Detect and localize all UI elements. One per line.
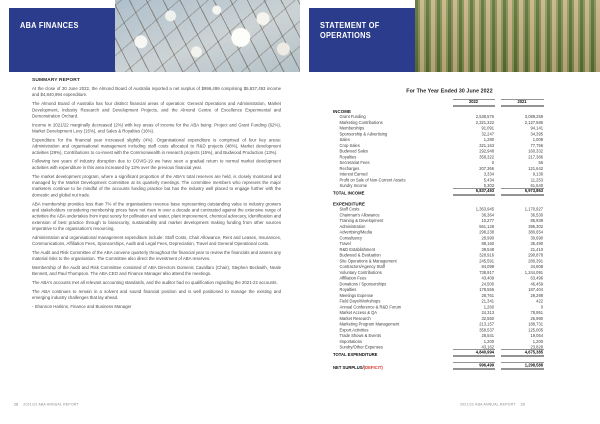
expenditure-row-label: Annual Conference & R&D Forum — [339, 304, 402, 310]
right-footer-report-title: 2021/22 ABA ANNUAL REPORT — [460, 403, 516, 407]
income-row-value-2021: 11,253 — [530, 177, 543, 183]
expenditure-row — [333, 206, 544, 212]
income-row — [333, 137, 544, 143]
expenditure-row-value-2022: 328,916 — [479, 253, 494, 258]
right-page-title — [320, 21, 407, 41]
expenditure-row-value-2022: 561,128 — [479, 224, 494, 229]
expenditure-row-value-2022: 88,160 — [481, 241, 494, 246]
expenditure-row — [333, 241, 544, 247]
expenditure-row-label: Site Operations & Management — [339, 258, 397, 264]
expenditure-row-value-2021: 46,459 — [530, 281, 543, 287]
income-row — [333, 154, 544, 160]
expenditure-row — [333, 258, 544, 264]
expenditure-row-value-2021: 78,951 — [530, 310, 543, 315]
income-row-value-2021: 94,141 — [530, 126, 543, 131]
income-row — [333, 131, 544, 137]
expenditure-row-value-2021: 1,200 — [532, 339, 543, 344]
income-row-label: Marketing Contributions — [339, 120, 383, 125]
expenditure-row-label: Marketing Program Management — [339, 322, 400, 327]
expenditure-row-value-2022: 738,917 — [479, 270, 494, 275]
income-row — [333, 171, 544, 177]
expenditure-row-label: Travel — [339, 241, 351, 246]
income-row-value-2021: 1,009 — [532, 137, 543, 142]
expenditure-row-value-2021: 1,244,091 — [524, 270, 543, 275]
income-row-value-2021: 3,089,259 — [524, 114, 543, 119]
table-column-headers — [333, 99, 544, 107]
expenditure-row-value-2022: 24,313 — [481, 310, 494, 315]
expenditure-row-label: Market Research — [339, 316, 371, 321]
expenditure-row-value-2021: 85,939 — [530, 218, 543, 223]
expenditure-row-value-2021: 35,490 — [530, 241, 543, 246]
expenditure-row — [333, 321, 544, 327]
summary-paragraph: At the close of 30 June 2022, the Almond Board of Australia reported a net surplus of $996,499 comprising $5,837,493 income and $4,840,994 expenditure. — [32, 86, 281, 98]
total-income-row-value-2022: 5,837,493 — [453, 188, 495, 196]
expenditure-row — [333, 327, 544, 333]
summary-paragraph: The ABA's accounts met all relevant accounting standards, and the auditor had no qualification regarding the 2021-22 accounts. — [32, 280, 278, 286]
income-row-label: Crop Sales — [339, 143, 360, 148]
income-row-label: Sponsorship & Advertising — [339, 131, 388, 137]
expenditure-row — [333, 316, 544, 322]
income-row-value-2021: 61,640 — [530, 183, 543, 188]
expenditure-row-label: Administration — [339, 224, 366, 229]
left-footer-report-title: 2021/22 ABA ANNUAL REPORT — [23, 403, 79, 407]
income-row-value-2021: 9,136 — [532, 172, 543, 177]
income-row-value-2022: 3,334 — [483, 172, 494, 177]
expenditure-row — [333, 218, 544, 224]
income-row-value-2022: 5,303 — [483, 183, 494, 188]
expenditure-row — [333, 298, 544, 304]
expenditure-row-value-2021: 422 — [536, 299, 543, 304]
orchard-aerial-photo — [415, 0, 600, 72]
income-row-value-2022: 2,538,576 — [475, 114, 494, 119]
column-header-2021: 2021 — [501, 99, 544, 107]
expenditure-row — [333, 252, 544, 258]
income-row — [333, 114, 544, 120]
income-row-value-2022: 207,366 — [479, 166, 494, 171]
expenditure-row-value-2021: 1,170,927 — [524, 207, 543, 212]
left-page-title: ABA FINANCES — [20, 21, 79, 30]
income-row — [333, 148, 544, 154]
income-row-value-2021: 77,756 — [530, 143, 543, 148]
right-header-band — [309, 8, 415, 72]
income-row-value-2021: 160,332 — [528, 149, 543, 154]
right-page-footer — [460, 403, 590, 413]
left-header-band — [9, 8, 115, 72]
summary-paragraph: The Audit and Risk Committee of the ABA convene quarterly throughout the financial year to review the financials and assess any material risks to the organisation. The Committee also direct the investment of ABA reserves. — [32, 249, 281, 262]
expenditure-row — [333, 235, 544, 241]
expenditure-row-label: Field Days/Workshops — [339, 299, 381, 304]
expenditure-row-label: Chairman's Allowance — [339, 212, 380, 218]
expenditure-row-value-2021: 19,054 — [530, 333, 543, 338]
expenditure-row — [333, 304, 544, 310]
income-row-label: Profit on Sale of Non-Current Assets — [339, 177, 406, 183]
income-row-label: Grant Funding — [339, 114, 366, 119]
expenditure-row-label: Royalties — [339, 287, 357, 292]
total-income-row-value-2021: 5,973,863 — [501, 188, 544, 196]
income-row-value-2022: 292,948 — [479, 149, 494, 154]
income-row-label: Sales — [339, 137, 350, 142]
expenditure-row — [333, 247, 544, 253]
expenditure-row — [333, 229, 544, 235]
expenditure-row — [333, 293, 544, 299]
expenditure-row-value-2022: 28,761 — [481, 293, 494, 298]
summary-report-section — [32, 77, 282, 312]
expenditure-row — [333, 281, 544, 287]
expenditure-row-value-2022: 36,364 — [481, 212, 494, 218]
expenditure-row-value-2021: 280,391 — [528, 258, 543, 264]
net-surplus-value-2021: 1,298,588 — [501, 363, 544, 371]
expenditure-row-value-2022: 1,260 — [483, 304, 494, 310]
summary-paragraph: The market development program, where a significant proportion of the ABA's total reserves are held, is closely monitored and managed by the Market Development Committee at its quarterly meetings. The committee members who represent the major marketers continue to be mindful of the accounts funding practice but has the industry well placed to engage further with the domestic and global nut trade. — [32, 173, 281, 198]
expenditure-row-value-2022: 24,500 — [481, 281, 494, 287]
expenditure-row-label: R&D Establishment — [339, 247, 375, 252]
income-row — [333, 125, 544, 131]
expenditure-row-value-2021: 23,828 — [530, 345, 543, 350]
expenditure-row — [333, 287, 544, 293]
expenditure-row-value-2022: 178,556 — [479, 287, 494, 292]
expenditure-row-value-2021: 63,496 — [530, 276, 543, 281]
expenditure-row — [333, 310, 544, 316]
right-page-number: 29 — [520, 403, 525, 407]
total-expenditure-row — [333, 350, 544, 357]
expenditure-row-value-2022: 358,537 — [479, 327, 494, 333]
right-page-title-line2: OPERATIONS — [320, 31, 371, 40]
expenditure-row-value-2021: 187,404 — [528, 287, 543, 292]
income-row — [333, 143, 544, 149]
expenditure-row-label: Staff Costs — [339, 207, 360, 212]
income-row-value-2022: 321,163 — [479, 143, 494, 148]
expenditure-row-value-2022: 28,990 — [481, 235, 494, 241]
summary-paragraph: ABA membership provides less than 7% of the organisations revenue base representing outstanding value to industry growers and stakeholders considering membership prices have not risen in over a decade and contrasted against the extensive range of activities the ABA undertakes from input surety for pollination and water, plant improvement, chemical advocacy, identification and extension of best practice through to biosecurity, sustainability and market development making funding from other sources imperative to the organisation's resourcing. — [32, 201, 281, 231]
total-income-row-label: TOTAL INCOME — [333, 190, 365, 196]
summary-paragraph: The Almond Board of Australia has four distinct financial areas of operation: General Operations and Administration, Market Development, Industry Research and Development Projects, and the Almond Centre of Excellence Experimental and Demonstration Orchard. — [32, 101, 281, 119]
expenditure-row-value-2022: 245,591 — [479, 258, 494, 264]
expenditure-row-value-2022: 43,162 — [481, 345, 494, 350]
summary-paragraphs — [32, 86, 281, 301]
total-expenditure-row-label: TOTAL EXPENDITURE — [333, 352, 378, 357]
expenditure-row-value-2022: 10,277 — [481, 218, 494, 223]
left-page-footer — [14, 403, 174, 413]
income-row-label: Memberships — [339, 126, 365, 131]
expenditure-row-label: Trade Shows & Events — [339, 333, 381, 338]
expenditure-row — [333, 212, 544, 218]
expenditure-row-value-2021: 36,530 — [530, 212, 543, 218]
income-row-value-2022: 0 — [491, 160, 494, 165]
income-row-value-2021: 56 — [538, 160, 543, 165]
income-row-value-2022: 5,434 — [483, 177, 494, 183]
income-row — [333, 166, 544, 172]
income-row-label: Budwood Sales — [339, 149, 368, 154]
table-title: For The Year Ended 30 June 2022 — [406, 88, 493, 94]
page-right — [300, 0, 600, 424]
expenditure-row-label: Donations / Sponsorships — [339, 281, 387, 287]
expenditure-row-label: Contractors/Agency Staff — [339, 264, 385, 269]
expenditure-row — [333, 264, 544, 270]
income-section-header-label: INCOME — [333, 108, 351, 114]
summary-paragraph: Membership of the Audit and Risk Committee consisted of ABA Directors Domenic Cavallaro (Chair), Stephen Beckwith, Neale Bennett, and Paul Thompson. The ABA CEO and Finance Manager also attend the meetings. — [32, 265, 281, 277]
summary-paragraph: The ABA continues to remain in a solvent and sound financial position and is well positioned to manage the existing and emerging industry challenges that lay ahead. — [32, 289, 281, 301]
expenditure-row — [333, 224, 544, 230]
expenditure-section-header-label: EXPENDITURE — [333, 201, 365, 207]
net-surplus-value-2022: 996,499 — [453, 363, 495, 371]
net-surplus-label: NET SURPLUS/ — [333, 365, 364, 370]
expenditure-row-label: Affiliation Fees — [339, 276, 367, 281]
expenditure-row-label: Meetings Expense — [339, 293, 374, 298]
expenditure-row-value-2022: 32,550 — [481, 316, 494, 321]
expenditure-row-label: Export Activities — [339, 327, 369, 333]
total-expenditure-row-value-2021: 4,675,385 — [501, 350, 544, 358]
summary-paragraph: Income in 2021/22 marginally decreased (2%) with key areas of income for the ABA being: Project and Grant Funding (62%), Market Development Levy (15%), and Sales & Royalties (16%). — [32, 122, 281, 134]
income-row-value-2022: 2,321,322 — [475, 120, 494, 125]
expenditure-row-value-2021: 34,808 — [530, 264, 543, 269]
expenditure-row-value-2021: 125,005 — [528, 327, 543, 333]
left-page-number: 28 — [14, 403, 19, 407]
expenditure-row-value-2022: 1,200 — [483, 339, 494, 344]
net-surplus-row — [333, 363, 544, 371]
income-row-label: Secretariat Fees — [339, 160, 370, 165]
expenditure-row-label: Voluntary Contributions — [339, 270, 382, 275]
income-row-value-2022: 1,280 — [483, 137, 494, 142]
income-row-label: Sundry Income — [339, 183, 368, 188]
expenditure-row-label: Advertising/Media — [339, 230, 373, 235]
income-row-value-2021: 2,127,586 — [524, 120, 543, 125]
income-row-value-2022: 358,322 — [479, 154, 494, 160]
net-surplus-label-group — [333, 365, 453, 370]
statement-of-operations-table — [333, 88, 545, 403]
income-row-label: Royalties — [339, 154, 357, 160]
signature-line: - Shannon Harkins, Finance and Business Manager — [32, 304, 132, 310]
expenditure-row-value-2022: 84,099 — [481, 264, 494, 269]
expenditure-row-value-2022: 38,548 — [481, 247, 494, 252]
expenditure-row-value-2022: 43,409 — [481, 276, 494, 281]
expenditure-row — [333, 339, 544, 345]
expenditure-row-label: Importations — [339, 339, 363, 344]
expenditure-row-value-2022: 298,238 — [479, 230, 494, 235]
expenditure-row-label: Consultancy — [339, 235, 363, 241]
expenditure-row-value-2021: 188,731 — [528, 322, 543, 327]
net-deficit-label: (DEFICIT) — [363, 365, 383, 370]
income-row-label: Interest Earned — [339, 172, 368, 177]
income-row — [333, 120, 544, 126]
expenditure-row-value-2021: 380,654 — [528, 230, 543, 235]
expenditure-row-value-2022: 21,341 — [481, 299, 494, 304]
expenditure-row-label: Market Access & QA — [339, 310, 378, 315]
expenditure-row-value-2021: 30,690 — [530, 235, 543, 241]
almond-blossom-photo — [115, 0, 300, 72]
income-row-value-2022: 91,091 — [481, 126, 494, 131]
total-income-row — [333, 189, 544, 196]
summary-paragraph: Expenditure for the financial year increased slightly (4%). Organisational expenditure is comprised of four key areas: Administration and organisational management including staff costs allocated to R&D projects (48%), Market development activities (29%), Contributions to co-invest with the Commonwealth in research projects (15%), and Budwood Production (13%). — [32, 137, 281, 155]
expenditure-row — [333, 270, 544, 276]
expenditure-row-value-2022: 28,541 — [481, 333, 494, 338]
expenditure-row-value-2021: 29,298 — [530, 293, 543, 298]
expenditure-row-value-2021: 21,410 — [530, 247, 543, 252]
expenditure-row-value-2022: 213,157 — [479, 322, 494, 327]
income-row-value-2021: 121,642 — [528, 166, 543, 171]
expenditure-row-label: Training & Development — [339, 218, 384, 223]
expenditure-row-value-2021: 290,878 — [528, 253, 543, 258]
summary-paragraph: Administration and organisational management expenditure include: Staff Costs, Chair Allowance, Rent and Leases, Insurances, Communications, Affiliation Fees, Sponsorships, Audit and Legal Fees, Depreciation, Travel and General Operational costs. — [32, 234, 281, 247]
income-row-value-2021: 217,386 — [528, 154, 543, 160]
expenditure-row — [333, 333, 544, 339]
column-header-2022: 2022 — [453, 99, 495, 107]
expenditure-row-label: Budwood & Evaluation — [339, 253, 381, 258]
income-row-value-2022: 32,247 — [481, 131, 494, 137]
financial-table-rows — [333, 108, 544, 358]
expenditure-row-value-2021: 395,302 — [528, 224, 543, 229]
income-row-value-2021: 34,395 — [530, 131, 543, 137]
expenditure-row-value-2021: 26,990 — [530, 316, 543, 321]
expenditure-row — [333, 275, 544, 281]
right-page-title-line1: STATEMENT OF — [320, 21, 380, 30]
expenditure-row-label: Sundry/Other Expenses — [339, 345, 383, 350]
income-row-label: Recharges — [339, 166, 360, 171]
summary-report-heading: SUMMARY REPORT — [32, 77, 80, 83]
summary-paragraph: Following two years of industry disruption due to COVID-19 we have seen a gradual return to normal market development activities with expenditure in this area increased by 13% over the previous financial year. — [32, 158, 281, 170]
income-row — [333, 160, 544, 166]
income-row — [333, 177, 544, 183]
expenditure-row-value-2022: 1,363,945 — [475, 207, 494, 212]
expenditure-row-value-2021: 0 — [540, 304, 543, 310]
total-expenditure-row-value-2022: 4,840,994 — [453, 350, 495, 358]
